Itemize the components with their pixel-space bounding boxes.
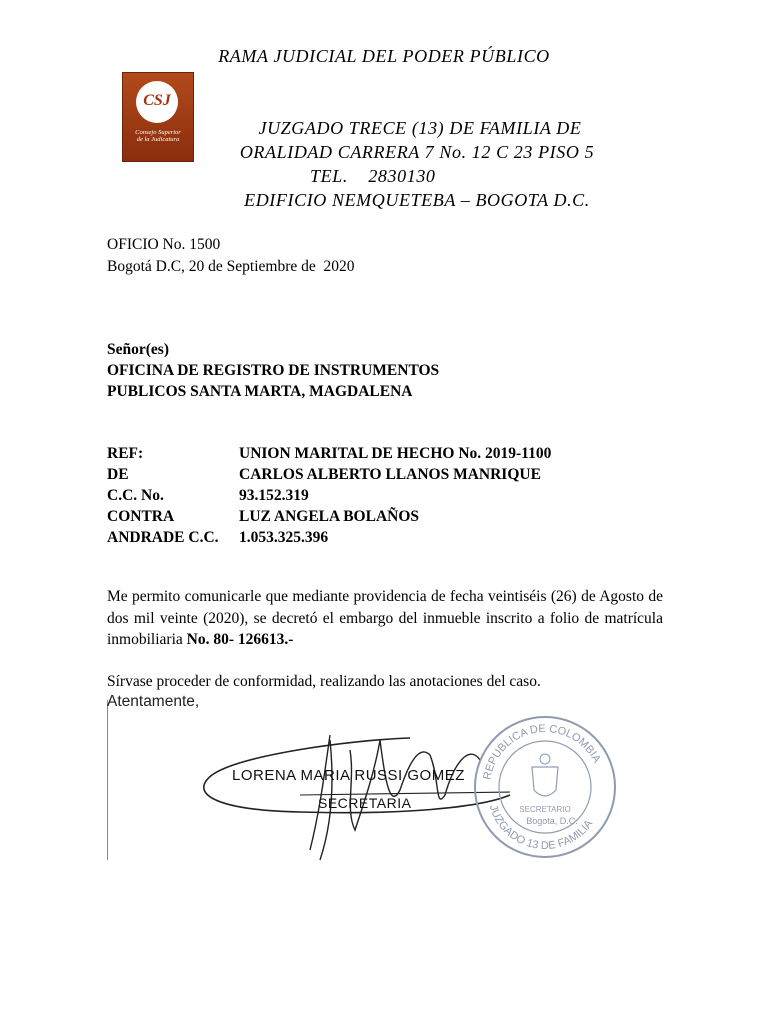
header-court-name: JUZGADO TRECE (13) DE FAMILIA DE <box>258 118 582 138</box>
logo-text: CSJ <box>143 92 171 109</box>
ref-value: UNION MARITAL DE HECHO No. 2019-1100 <box>239 445 552 462</box>
header-court-branch: RAMA JUDICIAL DEL PODER PÚBLICO <box>218 46 550 66</box>
closing-request: Sírvase proceder de conformidad, realizando las anotaciones del caso. <box>107 673 541 690</box>
ref-value: 1.053.325.396 <box>239 529 329 546</box>
recipient-location: PUBLICOS SANTA MARTA, MAGDALENA <box>107 383 413 400</box>
oficio-number: OFICIO No. 1500 <box>107 236 221 253</box>
scan-edge-line <box>107 700 108 860</box>
stamp-city-text: Bogota, D.C. <box>526 816 578 826</box>
stamp-bottom-text: JUZGADO 13 DE FAMILIA <box>486 803 596 853</box>
ref-key: REF: <box>107 445 144 462</box>
logo-subtitle-1: Consejo Superior <box>135 129 181 136</box>
ref-key: C.C. No. <box>107 487 164 504</box>
closing-greeting: Atentamente, <box>107 693 200 710</box>
header-phone: TEL. 2830130 <box>310 166 436 186</box>
logo-emblem <box>136 81 178 123</box>
stamp-inner-text: SECRETARIO <box>519 805 571 814</box>
ref-key: CONTRA <box>107 508 175 525</box>
logo-subtitle-2: de la Judicatura <box>136 136 180 143</box>
ref-value: LUZ ANGELA BOLAÑOS <box>239 508 420 525</box>
signer-role: SECRETARIA <box>318 795 412 811</box>
ref-value: 93.152.319 <box>239 487 309 504</box>
official-seal-stamp <box>470 712 620 862</box>
body-text: Me permito comunicarle que mediante providencia de fecha veintiséis (26) de Agosto de dos mil veinte (2020), se decretó el embargo del inmueble inscrito a folio de matrícula inmobiliaria <box>107 588 663 648</box>
signer-name: LORENA MARIA RUSSI GOMEZ <box>232 767 465 784</box>
header-address: ORALIDAD CARRERA 7 No. 12 C 23 PISO 5 <box>239 142 595 162</box>
matricula-number: No. 80- 126613 <box>186 631 285 648</box>
ref-value: CARLOS ALBERTO LLANOS MANRIQUE <box>239 466 541 483</box>
ref-key: ANDRADE C.C. <box>107 529 219 546</box>
stamp-top-text: REPUBLICA DE COLOMBIA <box>481 722 603 781</box>
header-building: EDIFICIO NEMQUETEBA – BOGOTA D.C. <box>244 190 590 210</box>
recipient-office: OFICINA DE REGISTRO DE INSTRUMENTOS <box>107 362 440 379</box>
recipient-salutation: Señor(es) <box>107 341 169 358</box>
coat-of-arms-icon <box>532 754 558 796</box>
body-end: .- <box>284 631 294 648</box>
body-paragraph <box>107 586 663 651</box>
oficio-date: Bogotá D.C, 20 de Septiembre de 2020 <box>107 258 355 275</box>
ref-key: DE <box>107 466 129 483</box>
